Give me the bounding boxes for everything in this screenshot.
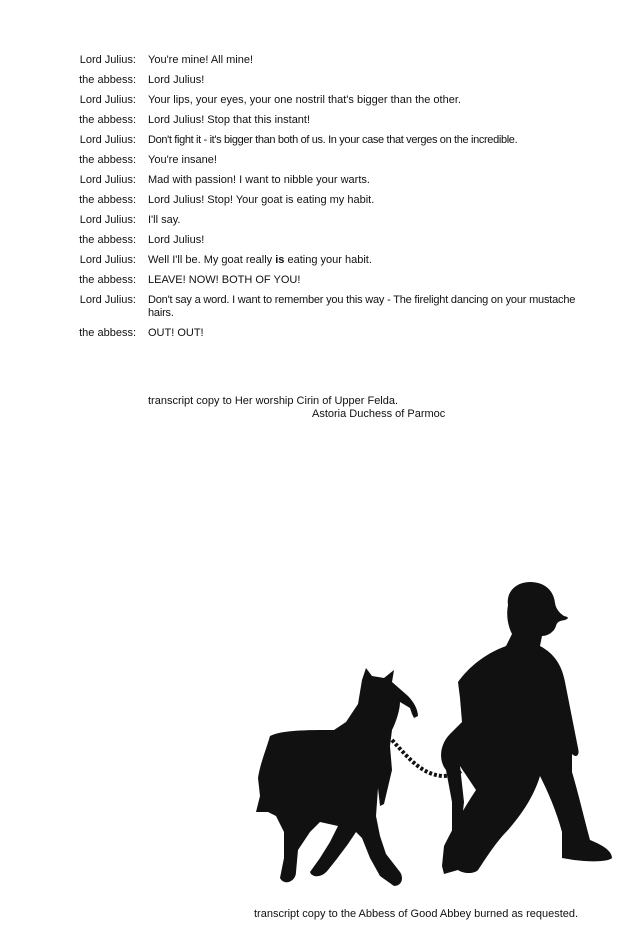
speech-text: I'll say. xyxy=(148,214,181,226)
speaker-name: the abbess: xyxy=(79,327,136,339)
transcript-copy-note xyxy=(148,395,445,421)
speaker-name: Lord Julius: xyxy=(79,254,136,266)
speech-text: Don't fight it - it's bigger than both of us. In your case that verges on the incredible. xyxy=(148,134,518,146)
bottom-note: transcript copy to the Abbess of Good Abbey burned as requested. xyxy=(254,908,579,920)
speech-text: Lord Julius! Stop that this instant! xyxy=(148,114,311,126)
speaker-name: Lord Julius: xyxy=(79,94,136,106)
speaker-name: Lord Julius: xyxy=(79,294,136,306)
speech-text: Lord Julius! xyxy=(148,74,205,86)
speech-text: Your lips, your eyes, your one nostril that's bigger than the other. xyxy=(148,94,461,106)
speech-text: Lord Julius! Stop! Your goat is eating my habit. xyxy=(148,194,375,206)
copy-line: transcript copy to Her worship Cirin of Upper Felda. xyxy=(148,395,399,407)
speech-text: You're insane! xyxy=(148,154,217,166)
speaker-name: Lord Julius: xyxy=(79,134,136,146)
speech-text: Lord Julius! xyxy=(148,234,205,246)
man-and-goat-illustration xyxy=(250,570,630,895)
speaker-name: Lord Julius: xyxy=(79,54,136,66)
speech-text: Mad with passion! I want to nibble your warts. xyxy=(148,174,370,186)
speaker-name: the abbess: xyxy=(79,114,136,126)
speaker-name: the abbess: xyxy=(79,74,136,86)
speaker-name: the abbess: xyxy=(79,154,136,166)
speech-text: OUT! OUT! xyxy=(148,327,204,339)
signature: Astoria Duchess of Parmoc xyxy=(312,408,446,420)
speaker-name: Lord Julius: xyxy=(79,214,136,226)
speaker-name: the abbess: xyxy=(79,234,136,246)
speaker-name: the abbess: xyxy=(79,194,136,206)
speech-text: Well I'll be. My goat really is eating your habit. xyxy=(148,254,372,266)
speech-text: Don't say a word. I want to remember you this way - The firelight dancing on your mustache hairs. xyxy=(148,294,576,319)
speaker-name: Lord Julius: xyxy=(79,174,136,186)
speech-text: You're mine! All mine! xyxy=(148,54,254,66)
speech-text: LEAVE! NOW! BOTH OF YOU! xyxy=(148,274,301,286)
speaker-name: the abbess: xyxy=(79,274,136,286)
man-silhouette xyxy=(441,582,612,874)
goat-silhouette xyxy=(256,668,418,886)
